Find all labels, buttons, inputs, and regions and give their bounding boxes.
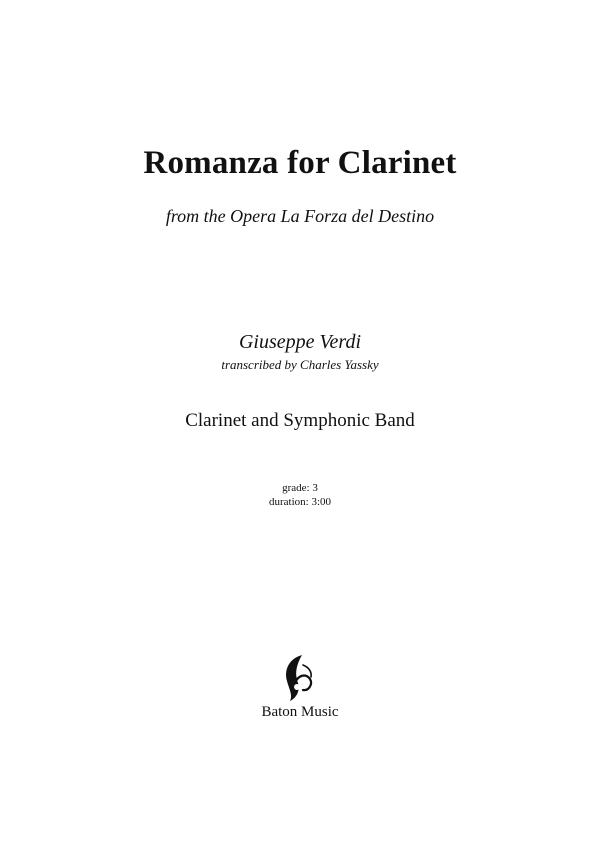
instrumentation: Clarinet and Symphonic Band	[185, 410, 415, 431]
arranger-credit: transcribed by Charles Yassky	[221, 357, 379, 372]
duration-label: duration: 3:00	[268, 496, 332, 508]
baton-music-logo-icon	[278, 653, 318, 703]
page-title: Romanza for Clarinet	[143, 145, 457, 181]
grade-label: grade: 3	[282, 482, 318, 494]
composer-name: Giuseppe Verdi	[238, 331, 361, 353]
publisher-name: Baton Music	[261, 704, 339, 720]
subtitle: from the Opera La Forza del Destino	[165, 206, 435, 226]
